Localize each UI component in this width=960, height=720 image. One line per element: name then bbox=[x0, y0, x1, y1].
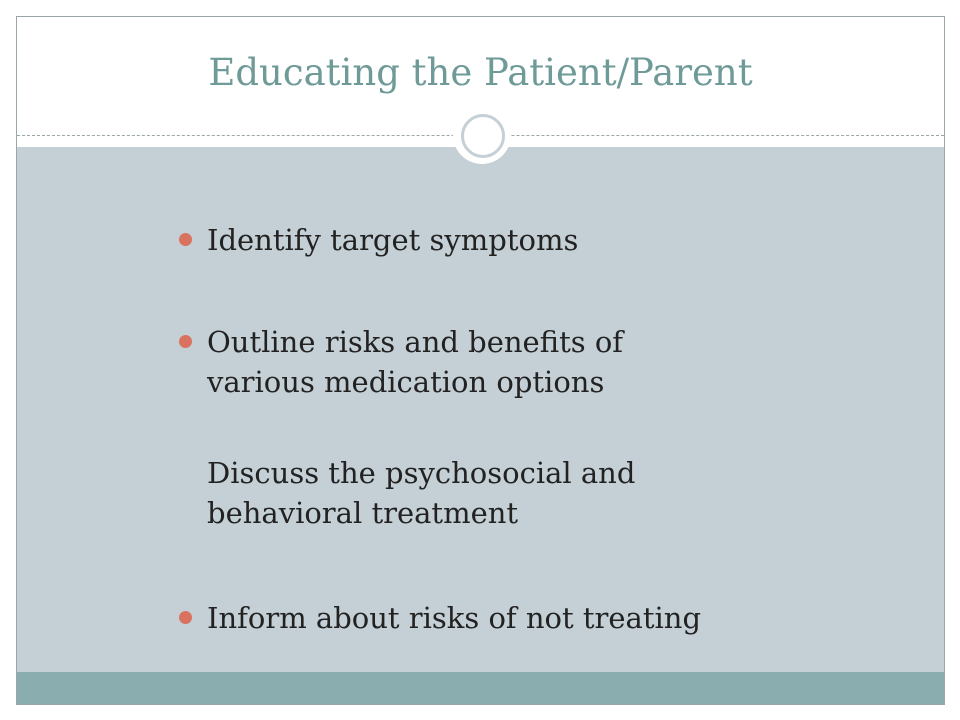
bullet-item-3 bbox=[207, 453, 827, 533]
bullet-item-2 bbox=[207, 322, 827, 402]
slide-title: Educating the Patient/Parent bbox=[208, 51, 753, 94]
circle-ornament-icon bbox=[453, 106, 511, 164]
bullet-text-line-1: Discuss the psychosocial and bbox=[207, 456, 636, 490]
ornament-ring bbox=[461, 114, 505, 158]
bullet-marker-icon bbox=[179, 233, 192, 246]
bullet-item-1 bbox=[207, 220, 827, 260]
bullet-text-line-2: various medication options bbox=[207, 365, 605, 399]
bullet-marker-icon bbox=[179, 335, 192, 348]
bullet-text-line-2: behavioral treatment bbox=[207, 496, 519, 530]
bullet-text-line-1: Outline risks and benefits of bbox=[207, 325, 624, 359]
slide bbox=[16, 16, 945, 705]
bullet-text: Identify target symptoms bbox=[207, 223, 579, 257]
bullet-marker-icon bbox=[179, 611, 192, 624]
bullet-item-4 bbox=[207, 598, 827, 638]
bullet-text: Inform about risks of not treating bbox=[207, 601, 702, 635]
